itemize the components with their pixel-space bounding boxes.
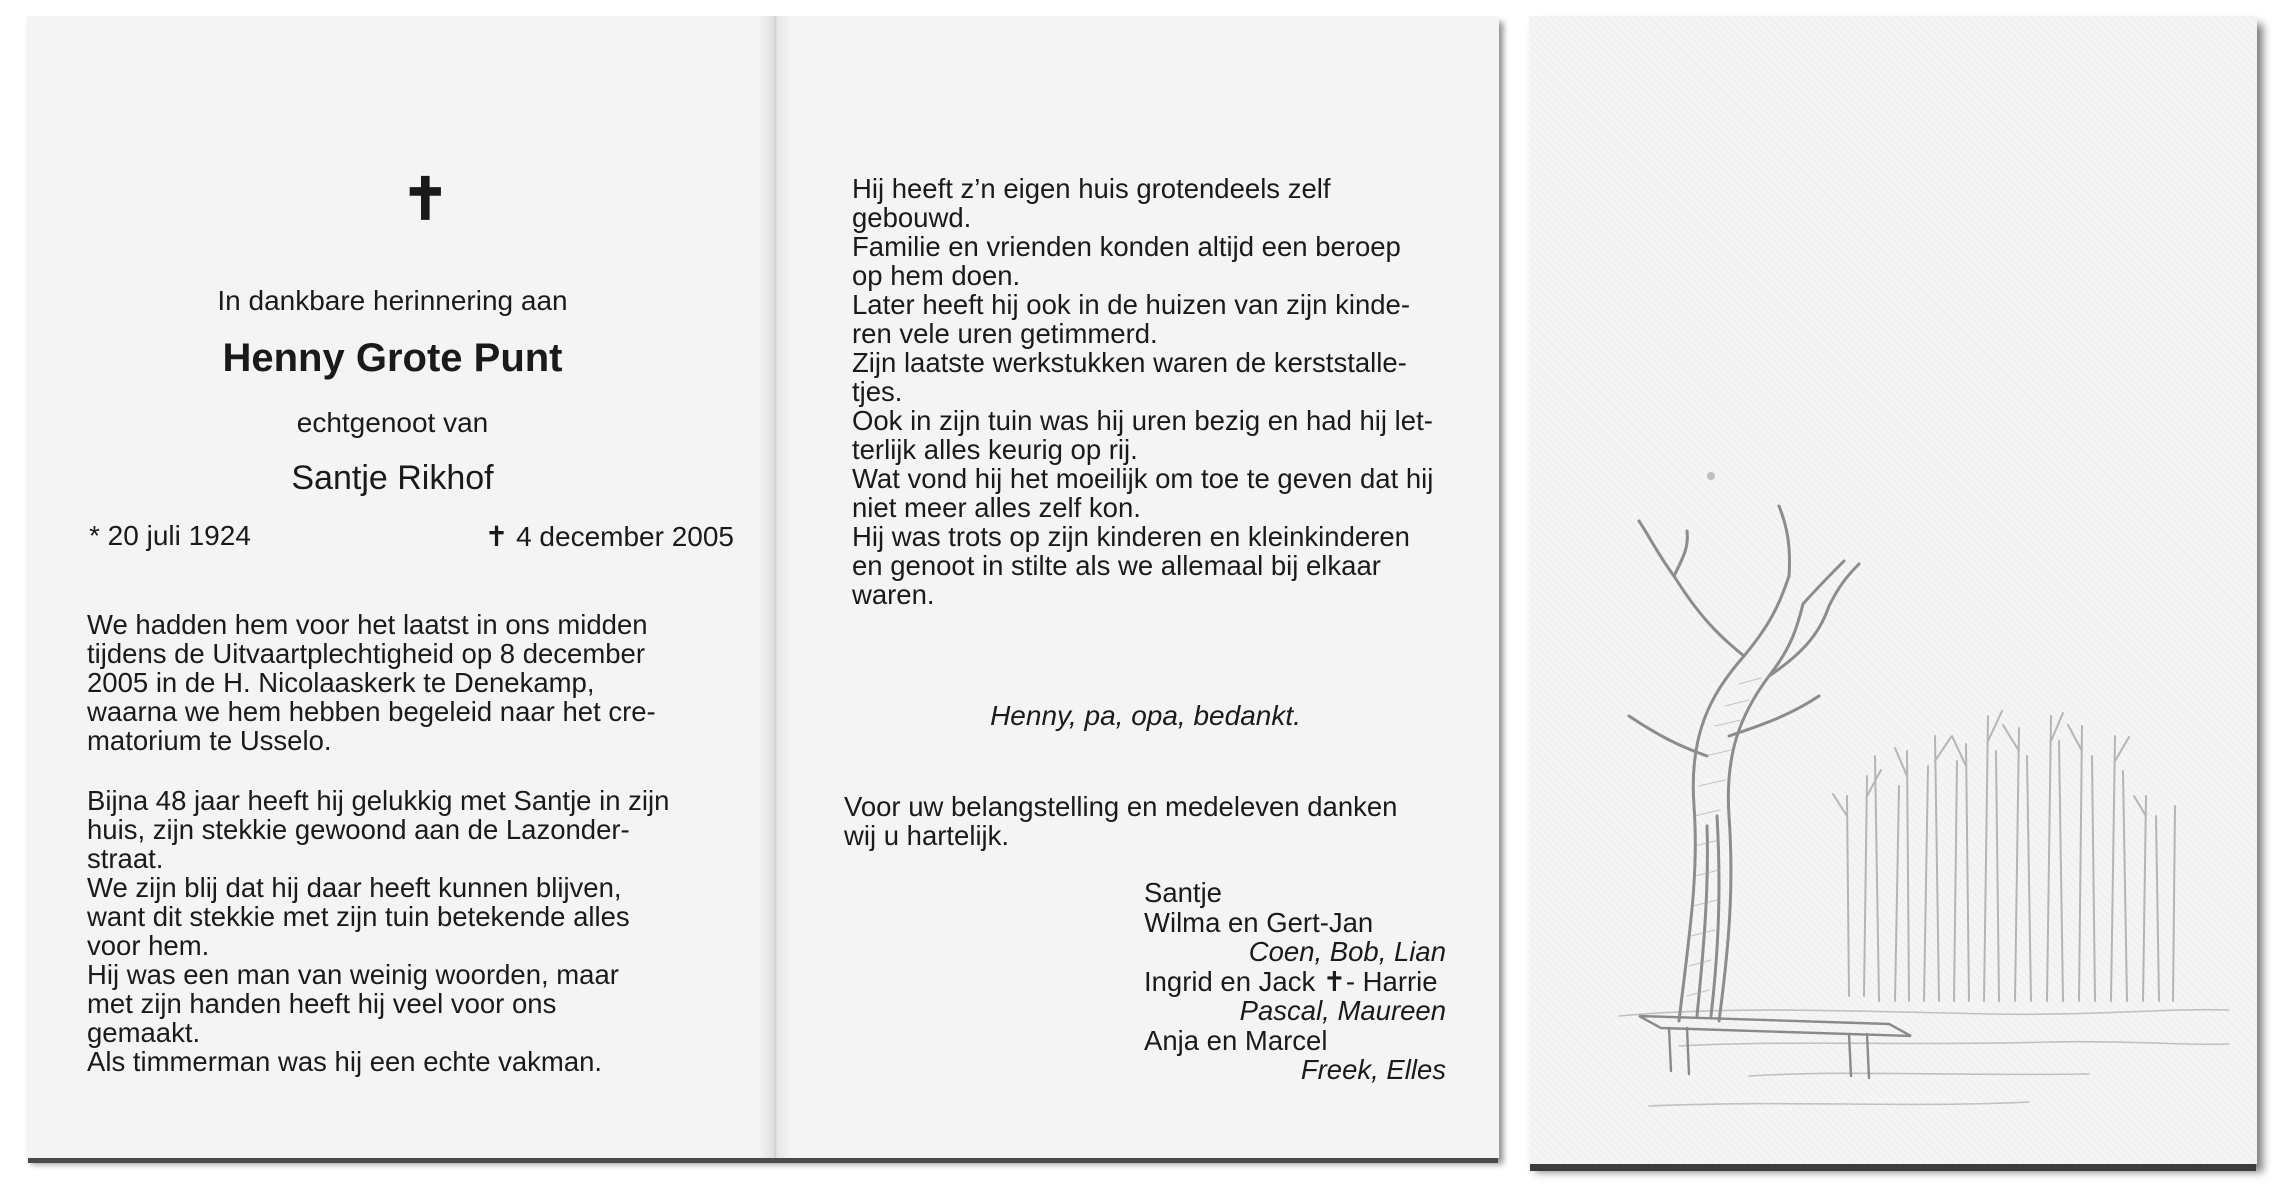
text-line: want dit stekkie met zijn tuin betekende alles xyxy=(87,901,630,932)
text-line: We hadden hem voor het laatst in ons midden xyxy=(87,609,648,640)
left-panel xyxy=(27,16,758,1158)
ground-lines xyxy=(1619,1010,2229,1106)
memories-paragraph xyxy=(852,174,1476,609)
bench xyxy=(1639,1016,1911,1078)
family-line: Ingrid en Jack ✝- Harrie xyxy=(1144,965,1438,997)
text-line: terlijk alles keurig op rij. xyxy=(852,434,1138,465)
text-line: tijdens de Uitvaartplechtigheid op 8 december xyxy=(87,638,645,669)
winter-landscape-illustration xyxy=(1529,16,2257,1164)
text-line: Voor uw belangstelling en medeleven danken xyxy=(844,791,1398,822)
text-line: 2005 in de H. Nicolaaskerk te Denekamp, xyxy=(87,667,595,698)
birth-date: * 20 juli 1924 xyxy=(89,520,251,551)
death-date: ✝ 4 december 2005 xyxy=(484,521,734,552)
cross-icon: ✝ xyxy=(401,165,450,233)
text-line: en genoot in stilte als we allemaal bij elkaar xyxy=(852,550,1381,581)
text-line: Zijn laatste werkstukken waren de kerststalle- xyxy=(852,347,1407,378)
deceased-name: Henny Grote Punt xyxy=(222,336,563,380)
text-line: Familie en vrienden konden altijd een beroep xyxy=(852,231,1401,262)
remembrance-line: In dankbare herinnering aan xyxy=(217,285,568,316)
memorial-card xyxy=(27,16,1499,1158)
spouse-name: Santje Rikhof xyxy=(291,459,494,497)
text-line: niet meer alles zelf kon. xyxy=(852,492,1141,523)
card-fold xyxy=(758,16,792,1158)
large-bare-tree xyxy=(1629,506,1859,1021)
thanks-line: Henny, pa, opa, bedankt. xyxy=(990,700,1301,731)
text-line: wij u hartelijk. xyxy=(844,820,1010,851)
funeral-paragraph xyxy=(87,610,733,755)
family-line: Anja en Marcel xyxy=(1144,1024,1328,1056)
text-line: met zijn handen heeft hij veel voor ons xyxy=(87,988,557,1019)
text-line: voor hem. xyxy=(87,930,210,961)
text-line: Als timmerman was hij een echte vakman. xyxy=(87,1046,603,1077)
family-signatures xyxy=(1144,878,1446,1085)
distant-trees xyxy=(1833,711,2175,1001)
text-line: Later heeft hij ook in de huizen van zijn kinde- xyxy=(852,289,1410,320)
gratitude-paragraph xyxy=(844,792,1470,850)
stain-mark xyxy=(1707,472,1715,480)
text-line: Hij was trots op zijn kinderen en kleinkinderen xyxy=(852,521,1410,552)
family-line: Wilma en Gert-Jan xyxy=(1144,906,1374,938)
text-line: gemaakt. xyxy=(87,1017,201,1048)
right-panel xyxy=(792,16,1499,1158)
family-line: Pascal, Maureen xyxy=(1239,995,1446,1026)
text-line: straat. xyxy=(87,843,164,874)
text-line: matorium te Usselo. xyxy=(87,725,332,756)
text-line: huis, zijn stekkie gewoond aan de Lazonder- xyxy=(87,814,630,845)
text-line: waren. xyxy=(852,579,935,610)
text-line: waarna we hem hebben begeleid naar het cre- xyxy=(87,696,656,727)
text-line: Wat vond hij het moeilijk om toe te geven dat hij xyxy=(852,463,1434,494)
family-line: Freek, Elles xyxy=(1300,1054,1446,1085)
life-paragraph xyxy=(87,786,733,1076)
text-line: tjes. xyxy=(852,376,903,407)
trunk-shading xyxy=(1687,678,1761,996)
spouse-label: echtgenoot van xyxy=(296,407,489,438)
text-line: We zijn blij dat hij daar heeft kunnen blijven, xyxy=(87,872,622,903)
text-line: op hem doen. xyxy=(852,260,1021,291)
text-line: gebouwd. xyxy=(852,202,972,233)
text-line: Hij was een man van weinig woorden, maar xyxy=(87,959,619,990)
text-line: ren vele uren getimmerd. xyxy=(852,318,1158,349)
family-line: Coen, Bob, Lian xyxy=(1248,936,1446,967)
text-line: Ook in zijn tuin was hij uren bezig en had hij let- xyxy=(852,405,1433,436)
family-line: Santje xyxy=(1144,877,1222,908)
text-line: Bijna 48 jaar heeft hij gelukkig met Santje in zijn xyxy=(87,785,670,816)
cover-card xyxy=(1529,16,2257,1164)
text-line: Hij heeft z’n eigen huis grotendeels zelf xyxy=(852,173,1331,204)
